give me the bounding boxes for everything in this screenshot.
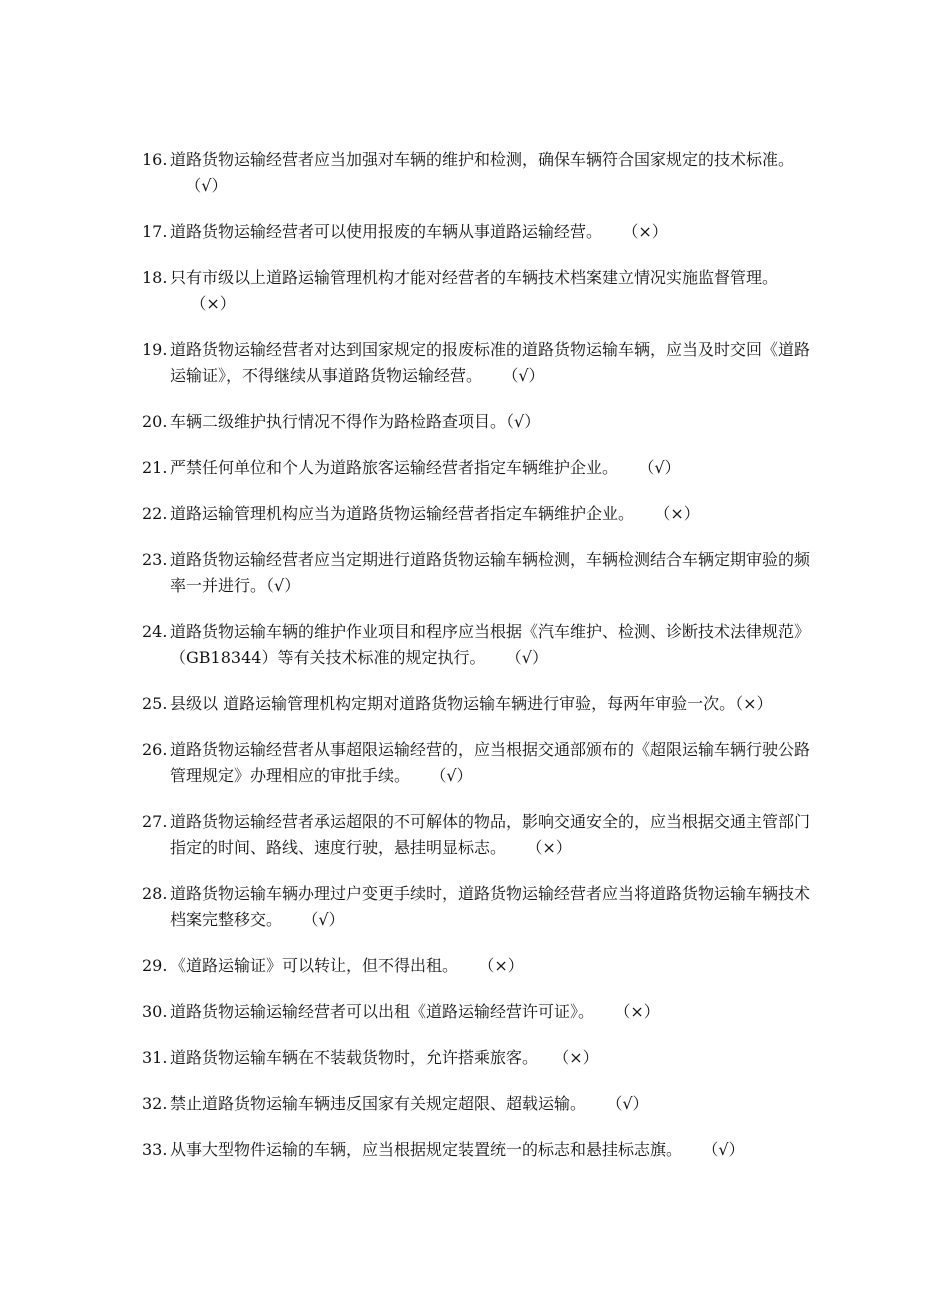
question-number: 27.	[142, 812, 168, 831]
question-item	[142, 1045, 814, 1071]
question-text: 道路货物运输经营者承运超限的不可解体的物品，影响交通安全的，应当根据交通主管部门指定的时间、路线、速度行驶，悬挂明显标志。	[170, 812, 811, 857]
question-number: 24.	[142, 622, 168, 641]
question-text: 从事大型物件运输的车辆，应当根据规定装置统一的标志和悬挂标志旗。	[170, 1140, 683, 1159]
question-text: 只有市级以上道路运输管理机构才能对经营者的车辆技术档案建立情况实施监督管理。	[170, 268, 779, 287]
answer-mark: （×）	[594, 1002, 660, 1021]
answer-mark: （√）	[282, 910, 345, 929]
question-item	[142, 1137, 814, 1163]
question-text: 道路货物运输经营者应当定期进行道路货物运输车辆检测，车辆检测结合车辆定期审验的频率一并进行。	[170, 550, 811, 595]
question-item	[142, 999, 814, 1025]
question-number: 33.	[142, 1140, 168, 1159]
question-number: 16.	[142, 150, 168, 169]
question-text: 道路货物运输经营者可以使用报废的车辆从事道路运输经营。	[170, 222, 603, 241]
question-number: 26.	[142, 740, 168, 759]
question-number: 19.	[142, 340, 168, 359]
question-number: 32.	[142, 1094, 168, 1113]
question-item	[142, 337, 814, 389]
question-number: 29.	[142, 956, 168, 975]
answer-mark: （√）	[682, 1140, 745, 1159]
question-item	[142, 619, 814, 671]
question-item	[142, 455, 814, 481]
question-list	[142, 147, 814, 1183]
question-text: 道路货物运输经营者对达到国家规定的报废标准的道路货物运输车辆，应当及时交回《道路运输证》，不得继续从事道路货物运输经营。	[170, 340, 811, 385]
question-number: 20.	[142, 412, 168, 431]
question-number: 28.	[142, 884, 168, 903]
question-text: 道路货物运输经营者从事超限运输经营的，应当根据交通部颁布的《超限运输车辆行驶公路管理规定》办理相应的审批手续。	[170, 740, 811, 785]
question-item	[142, 881, 814, 933]
answer-mark: （×）	[506, 838, 572, 857]
question-text: 县级以 道路运输管理机构定期对道路货物运输车辆进行审验，每两年审验一次。	[170, 694, 736, 713]
answer-mark: （√）	[482, 366, 545, 385]
answer-mark: （√）	[618, 458, 681, 477]
question-text: 《道路运输证》可以转让，但不得出租。	[170, 956, 459, 975]
question-text: 道路货物运输经营者应当加强对车辆的维护和检测，确保车辆符合国家规定的技术标准。	[170, 150, 795, 169]
answer-mark: （×）	[170, 294, 236, 313]
question-number: 31.	[142, 1048, 168, 1067]
answer-mark: （√）	[485, 648, 548, 667]
question-text: 严禁任何单位和个人为道路旅客运输经营者指定车辆维护企业。	[170, 458, 619, 477]
question-item	[142, 547, 814, 599]
question-text: 车辆二级维护执行情况不得作为路检路查项目。	[170, 412, 507, 431]
question-text: 禁止道路货物运输车辆违反国家有关规定超限、超载运输。	[170, 1094, 587, 1113]
question-number: 23.	[142, 550, 168, 569]
question-number: 30.	[142, 1002, 168, 1021]
question-number: 18.	[142, 268, 168, 287]
question-text: 道路货物运输车辆的维护作业项目和程序应当根据《汽车维护、检测、诊断技术法律规范》（GB18344）等有关技术标准的规定执行。	[170, 622, 811, 667]
answer-mark: （×）	[602, 222, 668, 241]
question-item	[142, 265, 814, 317]
question-item	[142, 691, 814, 717]
answer-mark: （×）	[458, 956, 524, 975]
question-number: 17.	[142, 222, 168, 241]
answer-mark: （×）	[634, 504, 700, 523]
question-item	[142, 1091, 814, 1117]
answer-mark: （×）	[735, 694, 773, 713]
question-number: 22.	[142, 504, 168, 523]
question-text: 道路货物运输运输经营者可以出租《道路运输经营许可证》。	[170, 1002, 595, 1021]
answer-mark: （×）	[538, 1048, 599, 1067]
answer-mark: （√）	[266, 576, 301, 595]
question-number: 25.	[142, 694, 168, 713]
answer-mark: （√）	[586, 1094, 649, 1113]
question-item	[142, 809, 814, 861]
question-number: 21.	[142, 458, 168, 477]
question-item	[142, 501, 814, 527]
question-item	[142, 147, 814, 199]
question-item	[142, 953, 814, 979]
question-text: 道路货物运输车辆办理过户变更手续时，道路货物运输经营者应当将道路货物运输车辆技术档案完整移交。	[170, 884, 811, 929]
answer-mark: （√）	[410, 766, 473, 785]
question-item	[142, 737, 814, 789]
question-item	[142, 409, 814, 435]
question-text: 道路运输管理机构应当为道路货物运输经营者指定车辆维护企业。	[170, 504, 635, 523]
question-text: 道路货物运输车辆在不装载货物时，允许搭乘旅客。	[170, 1048, 539, 1067]
question-item	[142, 219, 814, 245]
answer-mark: （√）	[170, 176, 228, 195]
answer-mark: （√）	[506, 412, 541, 431]
